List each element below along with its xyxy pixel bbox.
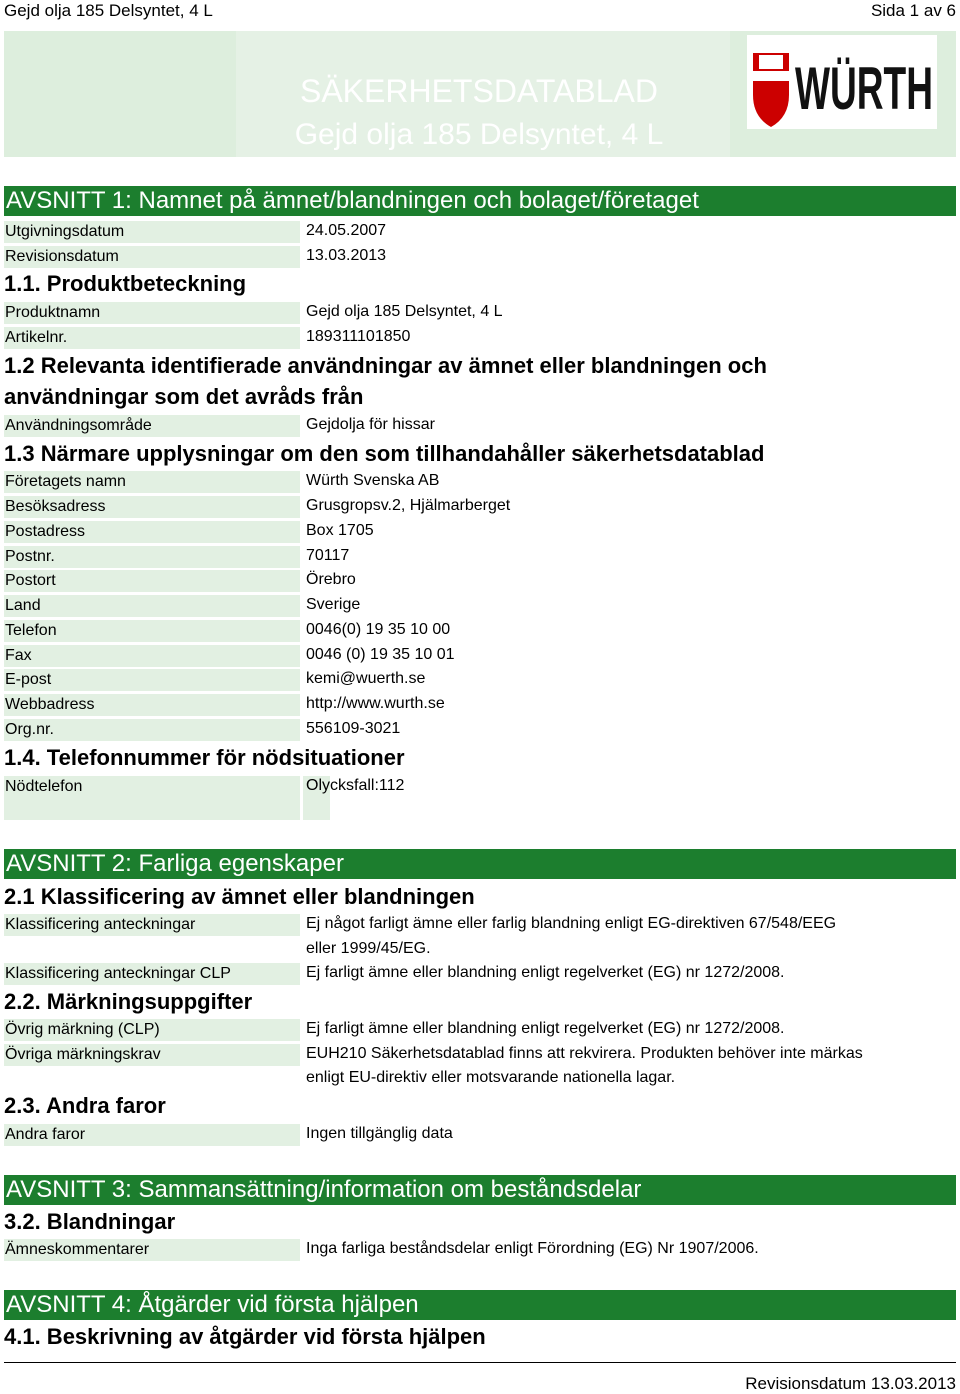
postal-code-value: 70117	[306, 547, 350, 564]
usage-value: Gejdolja för hissar	[306, 416, 435, 433]
subsection-4-1: 4.1. Beskrivning av åtgärder vid första hjälpen	[4, 1324, 486, 1349]
article-number-label: Artikelnr.	[4, 327, 300, 349]
classification-notes-label: Klassificering anteckningar	[4, 914, 300, 936]
city-value: Örebro	[306, 571, 356, 588]
document-title: SÄKERHETSDATABLAD	[299, 73, 658, 109]
revision-date-label: Revisionsdatum	[4, 246, 300, 268]
section-4-heading: AVSNITT 4: Åtgärder vid första hjälpen	[4, 1290, 956, 1320]
usage-label: Användningsområde	[4, 415, 300, 437]
subsection-1-3: 1.3 Närmare upplysningar om den som tillhandahåller säkerhetsdatablad	[4, 441, 765, 466]
other-hazards-label: Andra faror	[4, 1124, 300, 1146]
website-label: Webbadress	[4, 694, 300, 716]
subsection-2-1: 2.1 Klassificering av ämnet eller blandningen	[4, 884, 475, 909]
classification-clp-label: Klassificering anteckningar CLP	[4, 963, 300, 985]
fax-label: Fax	[4, 645, 300, 667]
footer-revision-date: Revisionsdatum 13.03.2013	[745, 1374, 956, 1393]
header-page-number: Sida 1 av 6	[870, 1, 956, 20]
subsection-2-2: 2.2. Märkningsuppgifter	[4, 989, 253, 1014]
org-number-value: 556109-3021	[306, 720, 401, 737]
article-number-value: 189311101850	[306, 328, 411, 345]
section-1-heading: AVSNITT 1: Namnet på ämnet/blandningen och bolaget/företaget	[4, 186, 956, 216]
country-label: Land	[4, 595, 300, 617]
phone-label: Telefon	[4, 620, 300, 642]
revision-date-value: 13.03.2013	[306, 247, 387, 264]
country-value: Sverige	[306, 596, 361, 613]
postal-address-value: Box 1705	[306, 522, 374, 539]
company-name-label: Företagets namn	[4, 471, 300, 493]
other-marking-label: Övrig märkning (CLP)	[4, 1019, 300, 1041]
page-header	[0, 0, 960, 24]
phone-value: 0046(0) 19 35 10 00	[306, 621, 451, 638]
subsection-3-2: 3.2. Blandningar	[4, 1209, 176, 1234]
city-label: Postort	[4, 570, 300, 592]
org-number-label: Org.nr.	[4, 719, 300, 741]
classification-notes-value-line2: eller 1999/45/EG.	[306, 940, 431, 957]
subsection-1-4: 1.4. Telefonnummer för nödsituationer	[4, 745, 405, 770]
website-value[interactable]: http://www.wurth.se	[306, 695, 445, 712]
classification-notes-value-line1: Ej något farligt ämne eller farlig blandning enligt EG-direktiven 67/548/EEG	[306, 915, 837, 932]
subsection-1-2-line2: användningar som det avråds från	[4, 384, 364, 409]
header-document-name: Gejd olja 185 Delsyntet, 4 L	[4, 1, 213, 20]
product-name-label: Produktnamn	[4, 302, 300, 324]
postal-code-label: Postnr.	[4, 546, 300, 568]
visiting-address-value: Grusgropsv.2, Hjälmarberget	[306, 497, 511, 514]
section-3-heading: AVSNITT 3: Sammansättning/information om beståndsdelar	[4, 1175, 956, 1205]
other-marking-value: Ej farligt ämne eller blandning enligt regelverket (EG) nr 1272/2008.	[306, 1020, 785, 1037]
subsection-1-2-line1: 1.2 Relevanta identifierade användningar av ämnet eller blandningen och	[4, 353, 767, 378]
substance-comments-label: Ämneskommentarer	[4, 1239, 300, 1261]
logo-wordmark: WÜRTH	[795, 55, 933, 122]
subsection-2-3: 2.3. Andra faror	[4, 1093, 166, 1118]
product-title: Gejd olja 185 Delsyntet, 4 L	[294, 118, 664, 151]
wurth-logo	[747, 35, 937, 129]
fax-value: 0046 (0) 19 35 10 01	[306, 646, 455, 663]
other-hazards-value: Ingen tillgänglig data	[306, 1125, 453, 1142]
other-marking-requirements-value-line1: EUH210 Säkerhetsdatablad finns att rekvirera. Produkten behöver inte märkas	[306, 1045, 863, 1062]
section-2-heading: AVSNITT 2: Farliga egenskaper	[4, 849, 956, 879]
company-name-value: Würth Svenska AB	[306, 472, 440, 489]
product-name-value: Gejd olja 185 Delsyntet, 4 L	[306, 303, 503, 320]
emergency-phone-label: Nödtelefon	[4, 776, 300, 820]
other-marking-requirements-value-line2: enligt EU-direktiv eller motsvarande nationella lagar.	[306, 1069, 676, 1086]
visiting-address-label: Besöksadress	[4, 496, 300, 518]
email-label: E-post	[4, 669, 300, 691]
other-marking-requirements-label: Övriga märkningskrav	[4, 1044, 300, 1066]
issue-date-label: Utgivningsdatum	[4, 221, 300, 243]
email-value[interactable]: kemi@wuerth.se	[306, 670, 426, 687]
substance-comments-value: Inga farliga beståndsdelar enligt Förordning (EG) Nr 1907/2006.	[306, 1240, 759, 1257]
footer-divider	[4, 1362, 956, 1363]
emergency-phone-value: Olycksfall:112	[306, 777, 405, 794]
subsection-1-1: 1.1. Produktbeteckning	[4, 271, 247, 296]
classification-clp-value: Ej farligt ämne eller blandning enligt regelverket (EG) nr 1272/2008.	[306, 964, 785, 981]
postal-address-label: Postadress	[4, 521, 300, 543]
issue-date-value: 24.05.2007	[306, 222, 387, 239]
